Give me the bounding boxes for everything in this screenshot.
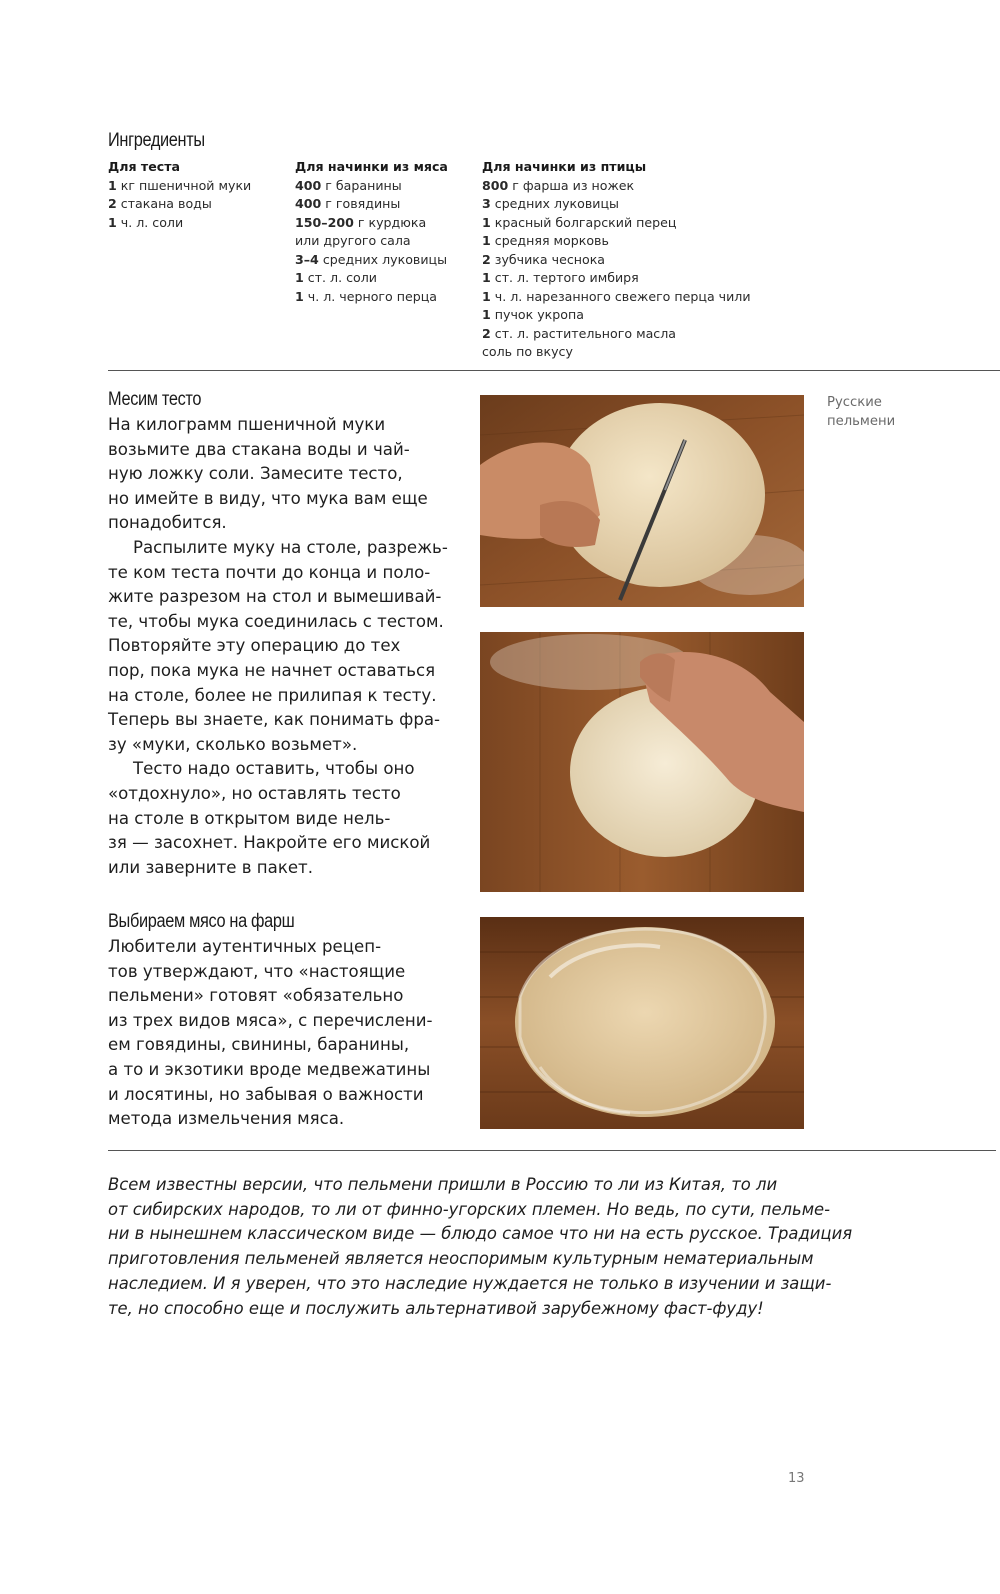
ingredient-item: 3–4 средних луковицы [295, 251, 448, 267]
ingredient-item: 1 средняя морковь [482, 233, 609, 248]
text-line: тов утверждают, что «настоящие [108, 961, 406, 981]
text-line: из трех видов мяса», с перечислени- [108, 1010, 433, 1030]
section-divider-top [108, 370, 1000, 371]
ingredient-item: 1 кг пшеничной муки [108, 177, 252, 193]
column-title: Для начинки из птицы [482, 159, 647, 174]
ingredient-item: 400 г баранины [295, 177, 402, 193]
photo-kneading-dough [480, 632, 804, 892]
text-line: «отдохнуло», но оставлять тесто [108, 783, 401, 803]
text-line: понадобится. [108, 513, 227, 533]
text-line: метода измельчения мяса. [108, 1109, 345, 1129]
ingredient-item: 1 ч. л. черного перца [295, 288, 437, 304]
ingredient-item: или другого сала [295, 233, 411, 248]
text-line: те ком теста почти до конца и поло- [108, 562, 431, 582]
text-line: На килограмм пшеничной муки [108, 415, 386, 434]
photo-dough-in-bag [480, 917, 804, 1129]
text-line: пельмени» готовят «обязательно [108, 986, 404, 1006]
ingredient-item: 1 красный болгарский перец [482, 214, 677, 230]
ingredient-item: 3 средних луковицы [482, 196, 619, 211]
meat-body-text [108, 935, 432, 1132]
quote-line: приготовления пельменей является неоспоримым культурным нематериальным [108, 1249, 814, 1269]
photo-caption [827, 393, 895, 431]
ingredient-item: 1 ч. л. соли [108, 214, 184, 230]
author-quote [108, 1173, 852, 1321]
quote-line: наследием. И я уверен, что это наследие нуждается не только в изучении и защи- [108, 1273, 832, 1293]
text-line: а то и экзотики вроде медвежатины [108, 1059, 431, 1079]
text-line: или заверните в пакет. [108, 857, 313, 877]
text-line: возьмите два стакана воды и чай- [108, 439, 410, 459]
text-line: зу «муки, сколько возьмет». [108, 734, 358, 754]
text-line: на столе в открытом виде нель- [108, 808, 391, 828]
section-divider-bottom [108, 1150, 996, 1151]
ingredient-item: 1 пучок укропа [482, 307, 584, 322]
quote-line: те, но способно еще и послужить альтернативой зарубежному фаст-фуду! [108, 1298, 764, 1318]
column-title: Для начинки из мяса [295, 159, 448, 174]
text-line: но имейте в виду, что мука вам еще [108, 488, 428, 508]
text-line: пор, пока мука не начнет оставаться [108, 660, 436, 680]
photo-cutting-dough [480, 395, 804, 607]
knead-body-text [108, 413, 448, 880]
text-line: Любители аутентичных рецеп- [108, 937, 382, 956]
column-title: Для теста [108, 159, 181, 174]
quote-line: Всем известны версии, что пельмени пришли в Россию то ли из Китая, то ли [108, 1175, 778, 1194]
ingredients-poultry-filling-column [482, 158, 751, 362]
ingredients-meat-filling-column [295, 158, 448, 306]
knead-heading: Месим тесто [108, 389, 202, 410]
ingredient-item: 400 г говядины [295, 196, 401, 211]
text-line: и лосятины, но забывая о важности [108, 1084, 424, 1104]
ingredient-item: 1 ст. л. тертого имбиря [482, 270, 639, 285]
text-line: Распылите муку на столе, разрежь- [133, 537, 448, 557]
caption-line: Русские [827, 395, 882, 410]
caption-line: пельмени [827, 414, 896, 429]
ingredients-heading: Ингредиенты [108, 130, 205, 151]
text-line: на столе, более не прилипая к тесту. [108, 685, 437, 705]
text-line: ную ложку соли. Замесите тесто, [108, 464, 403, 484]
ingredient-item: 1 ч. л. нарезанного свежего перца чили [482, 288, 751, 304]
quote-line: от сибирских народов, то ли от финно-угорских племен. Но ведь, по сути, пельме- [108, 1199, 831, 1219]
ingredient-item: 2 ст. л. растительного масла [482, 325, 676, 341]
text-line: Теперь вы знаете, как понимать фра- [108, 710, 441, 730]
ingredient-item: 150–200 г курдюка [295, 214, 427, 230]
quote-line: ни в нынешнем классическом виде — блюдо самое что ни на есть русское. Традиция [108, 1224, 853, 1244]
text-line: зя — засохнет. Накройте его миской [108, 833, 431, 853]
text-line: Повторяйте эту операцию до тех [108, 636, 401, 656]
ingredient-item: 1 ст. л. соли [295, 270, 377, 285]
ingredients-dough-column [108, 158, 251, 232]
text-line: Тесто надо оставить, чтобы оно [133, 759, 415, 779]
ingredient-item: 2 зубчика чеснока [482, 251, 606, 267]
text-line: ем говядины, свинины, баранины, [108, 1035, 410, 1055]
page-number: 13 [788, 1471, 805, 1486]
text-line: те, чтобы мука соединилась с тестом. [108, 611, 444, 631]
text-line: жите разрезом на стол и вымешивай- [108, 587, 442, 607]
meat-heading: Выбираем мясо на фарш [108, 911, 295, 932]
ingredient-item: соль по вкусу [482, 344, 573, 359]
ingredient-item: 800 г фарша из ножек [482, 177, 635, 193]
ingredient-item: 2 стакана воды [108, 196, 212, 211]
